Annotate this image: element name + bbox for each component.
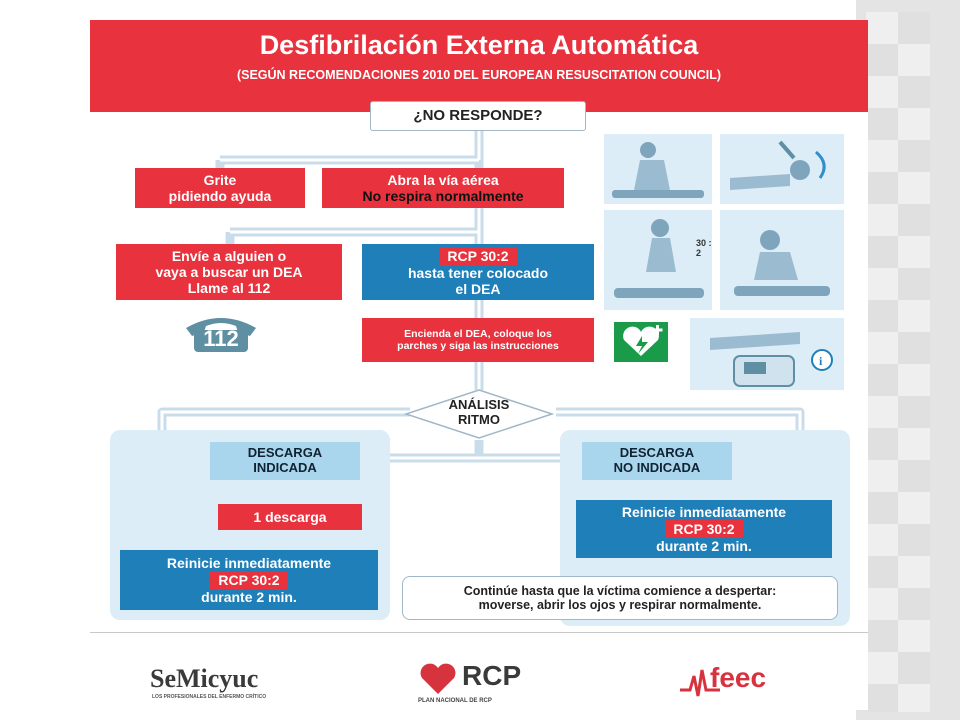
reinicie-right-box <box>576 500 832 558</box>
continue-box <box>402 576 838 620</box>
reinicie-right-line-1: Reinicie inmediatamente <box>621 503 787 520</box>
descarga-indicada-box <box>210 442 360 480</box>
grite-box <box>135 168 305 208</box>
reinicie-right-line-2: durante 2 min. <box>656 538 752 555</box>
descarga-no-indicada-box <box>582 442 732 480</box>
envie-line-3: Llame al 112 <box>187 280 271 297</box>
reinicie-left-line-2: durante 2 min. <box>201 589 297 606</box>
illustration-aed <box>690 318 844 390</box>
rescuer-icon <box>604 134 712 204</box>
continue-line-1: Continúe hasta que la víctima comience a despertar: <box>463 583 777 598</box>
abra-line-2: No respira normalmente <box>362 188 524 204</box>
encienda-box <box>362 318 594 362</box>
descarga-no-indicada-line-1: DESCARGA <box>619 445 695 461</box>
descarga-indicada-line-2: INDICADA <box>253 460 317 475</box>
logo-feec <box>680 662 810 706</box>
logo-rcp-text: RCP <box>462 660 522 691</box>
una-descarga-box <box>218 504 362 530</box>
una-descarga-label: 1 descarga <box>253 508 327 525</box>
envie-box <box>116 244 342 300</box>
logo-rcp-tagline: PLAN NACIONAL DE RCP <box>418 698 492 704</box>
heart-icon <box>418 660 458 696</box>
airway-icon <box>720 134 844 204</box>
rcp-top-badge: RCP 30:2 <box>439 247 516 265</box>
envie-line-1: Envíe a alguien o <box>171 247 287 264</box>
reinicie-right-badge: RCP 30:2 <box>665 520 742 538</box>
reinicie-left-badge: RCP 30:2 <box>210 571 287 589</box>
abra-box <box>322 168 564 208</box>
continue-line-2: moverse, abrir los ojos y respirar normalmente. <box>478 598 762 612</box>
breaths-icon <box>720 210 844 310</box>
poster-subtitle: (SEGÚN RECOMENDACIONES 2010 DEL EUROPEAN RESUSCITATION COUNCIL) <box>236 68 722 82</box>
analisis-line-1: ANÁLISIS <box>448 397 510 412</box>
grite-line-1: Grite <box>203 171 237 188</box>
reinicie-left-line-1: Reinicie inmediatamente <box>166 554 332 571</box>
phone-number: 112 <box>203 326 239 351</box>
phone-112 <box>180 310 262 354</box>
aed-sign-icon <box>614 322 668 362</box>
abra-line-1: Abra la vía aérea <box>387 171 499 188</box>
svg-text:i: i <box>819 354 823 368</box>
descarga-no-indicada-line-2: NO INDICADA <box>613 460 701 475</box>
logo-semicyuc <box>150 664 320 708</box>
rcp-top-line-1: hasta tener colocado <box>407 264 549 281</box>
logo-feec-text: feec <box>710 662 767 693</box>
no-responde-label: ¿NO RESPONDE? <box>413 107 543 125</box>
illustration-open-airway <box>720 134 844 204</box>
reinicie-left-box <box>120 550 378 610</box>
illustration-ratio-label: 30 : 2 <box>696 238 712 258</box>
compressions-icon <box>604 210 712 310</box>
illustration-compressions <box>604 210 712 310</box>
footer-divider <box>90 632 868 633</box>
encienda-line-2: parches y siga las instrucciones <box>397 340 559 352</box>
analisis-ritmo-diamond <box>404 388 554 440</box>
logo-semicyuc-tagline: LOS PROFESIONALES DEL ENFERMO CRÍTICO <box>152 694 267 700</box>
envie-line-2: vaya a buscar un DEA <box>155 263 303 280</box>
illustration-rescue-breaths <box>720 210 844 310</box>
analisis-line-2: RITMO <box>458 411 500 427</box>
logo-rcp <box>418 660 548 708</box>
no-responde-box <box>370 101 586 131</box>
descarga-indicada-line-1: DESCARGA <box>247 445 323 461</box>
rcp-top-box <box>362 244 594 300</box>
grite-line-2: pidiendo ayuda <box>168 188 272 204</box>
poster-title: Desfibrilación Externa Automática <box>259 30 699 60</box>
rcp-top-line-2: el DEA <box>455 281 501 298</box>
aed-device-icon <box>690 318 844 390</box>
encienda-line-1: Encienda el DEA, coloque los <box>404 327 552 340</box>
illustration-check-response <box>604 134 712 204</box>
logo-semicyuc-text: SeMicyuc <box>150 664 259 693</box>
